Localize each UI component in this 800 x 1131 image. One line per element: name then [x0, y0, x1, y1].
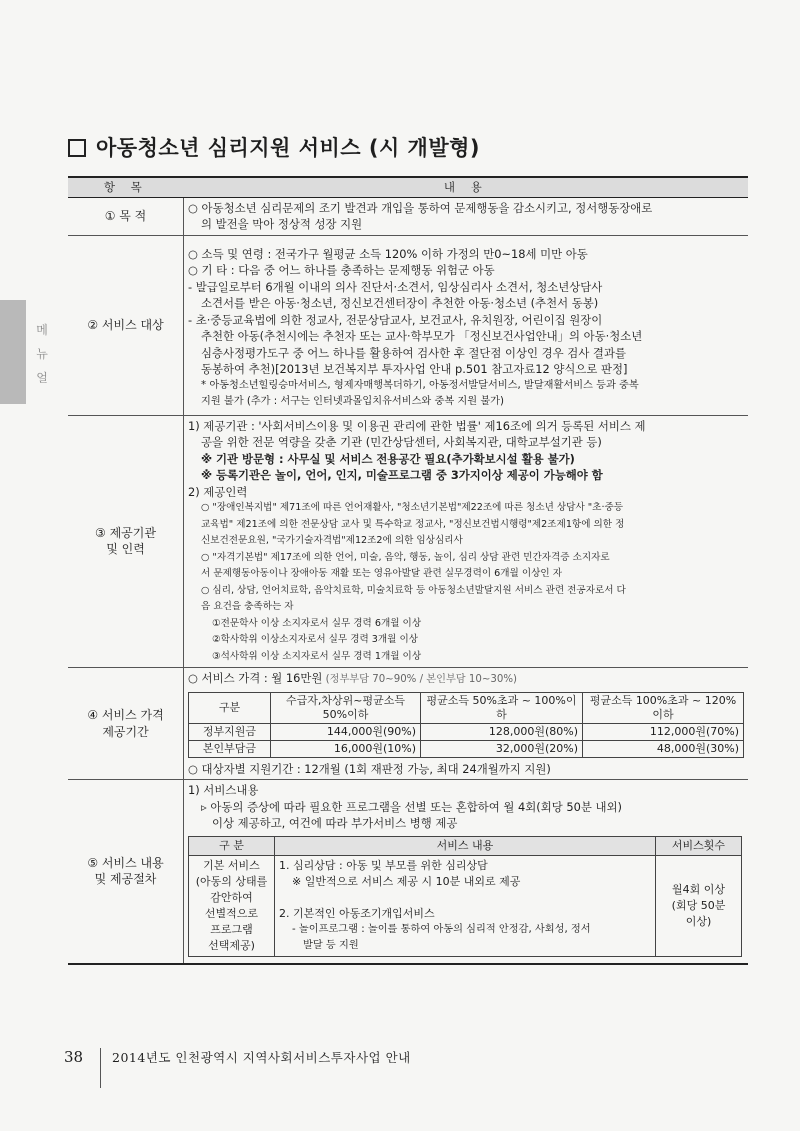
price-cell: 48,000원(30%) — [583, 740, 744, 757]
price-header-cell: 구분 — [189, 692, 271, 723]
checkbox-square-icon — [68, 139, 86, 157]
text-line: ①전문학사 이상 소지자로서 실무 경력 6개월 이상 — [212, 617, 422, 629]
text-line: 월4회 이상 — [672, 882, 725, 896]
price-cell: 16,000원(10%) — [271, 740, 421, 757]
text-line: ※ 기관 방문형 : 사무실 및 서비스 전용공간 필요(추가확보시설 활용 불가) — [201, 451, 575, 466]
table-row — [68, 668, 748, 780]
row-label-text: 제공기간 — [102, 724, 149, 739]
text-line: ○ 심리, 상담, 언어치료학, 음악치료학, 미술치료학 등 아동청소년발달지원 서비스 관련 전공자로서 다 — [201, 584, 626, 596]
service-table — [188, 836, 742, 957]
text-line: 동봉하여 추천)[2013년 보건복지부 투자사업 안내 p.501 참고자료12 양식으로 판정] — [201, 362, 628, 376]
row-label-text: ④ 서비스 가격 — [87, 708, 164, 722]
row-label-text: 및 인력 — [106, 542, 145, 557]
row-label-purpose — [68, 197, 184, 235]
price-header-cell: 평균소득 50%초과 ~ 100%이하 — [421, 692, 583, 723]
text-line: 소견서를 받은 아동·청소년, 정신보건센터장이 추천한 아동·청소년 (추천서 동봉) — [201, 296, 599, 310]
price-table-row — [189, 740, 744, 757]
header-content: 내 용 — [184, 177, 749, 197]
row-label-price — [68, 668, 184, 780]
text-line: 이상 제공하고, 여건에 따라 부가서비스 병행 제공 — [212, 816, 458, 830]
text-line: (아동의 상태를 — [195, 874, 268, 888]
service-table-row — [189, 855, 742, 956]
side-label — [32, 318, 52, 390]
service-table-header — [189, 836, 742, 855]
side-label-char: 얼 — [36, 371, 48, 385]
text-line: ○ 기 타 : 다음 중 어느 하나를 충족하는 문제행동 위험군 아동 — [188, 263, 495, 277]
row-content-purpose — [184, 197, 749, 235]
price-row-label: 본인부담금 — [189, 740, 271, 757]
service-info-table — [68, 176, 748, 965]
price-cell: 128,000원(80%) — [421, 723, 583, 740]
row-label-text: ③ 제공기관 — [95, 525, 156, 540]
text-line: 선별적으로 — [204, 906, 259, 920]
text-line: 지원 불가 (추가 : 서구는 인터넷과몰입치유서비스와 중복 지원 불가) — [201, 396, 504, 407]
price-note: (정부부담 70~90% / 본인부담 10~30%) — [322, 674, 517, 685]
text-line: ○ 아동청소년 심리문제의 조기 발견과 개입을 통하여 문제행동을 감소시키고, 정서행동장애로 — [188, 200, 653, 215]
text-line: ○ 소득 및 연령 : 전국가구 월평균 소득 120% 이하 가정의 만0~18세 미만 아동 — [188, 246, 588, 261]
footer-divider — [100, 1048, 101, 1088]
text-line: ▹ 아동의 증상에 따라 필요한 프로그램을 선별 또는 혼합하여 월 4회(회당 50분 내외) — [201, 799, 622, 814]
table-header-row — [68, 177, 748, 197]
text-line: 감안하여 — [210, 890, 253, 904]
row-content-service — [184, 780, 749, 964]
text-line: 음 요건을 충족하는 자 — [201, 601, 294, 612]
text-line: 발달 등 지원 — [303, 939, 359, 951]
text-line: 공을 위한 전문 역량을 갖춘 기관 (민간상담센터, 사회복지관, 대학교부설기관 등) — [201, 435, 602, 449]
text-line: 이상) — [685, 914, 712, 928]
text-line: (회당 50분 — [671, 898, 726, 912]
row-label-text: ⑤ 서비스 내용 — [87, 855, 164, 870]
row-label-text: ② 서비스 대상 — [87, 317, 164, 332]
table-row — [68, 235, 748, 415]
text-line: ○ "장애인복지법" 제71조에 따른 언어재활사, "청소년기본법"제22조에 따른 청소년 상담사 "초·중등 — [201, 502, 624, 513]
row-label-service — [68, 780, 184, 964]
text-line: ※ 등록기관은 놀이, 언어, 인지, 미술프로그램 중 3가지이상 제공이 가능해야 함 — [201, 468, 603, 482]
price-line — [188, 670, 744, 689]
price-header-cell: 수급자,차상위~평균소득 50%이하 — [271, 692, 421, 723]
page-title-text: 아동청소년 심리지원 서비스 (시 개발형) — [96, 136, 481, 160]
service-header-cell: 서비스횟수 — [656, 836, 742, 855]
table-row — [68, 780, 748, 964]
text-line: 신보건전문요원, "국가기술자격법"제12조2에 의한 임상심리사 — [201, 535, 463, 546]
row-content-price — [184, 668, 749, 780]
service-type-cell — [189, 855, 275, 956]
row-label-text: ① 목 적 — [104, 208, 147, 223]
text-line: ③석사학위 이상 소지자로서 실무 경력 1개월 이상 — [212, 650, 422, 662]
service-count-cell — [656, 855, 742, 956]
text-line: ※ 일반적으로 서비스 제공 시 10분 내외로 제공 — [292, 874, 521, 888]
text-line: 2. 기본적인 아동조기개입서비스 — [279, 906, 435, 920]
page-title — [68, 132, 480, 162]
text-line: * 아동청소년힐링승마서비스, 형제자매행복더하기, 아동정서발달서비스, 발달재활서비스 등과 중복 — [201, 379, 639, 391]
text-line: - 발급일로부터 6개월 이내의 의사 진단서·소견서, 임상심리사 소견서, 청소년상담사 — [188, 279, 603, 294]
row-label-text: 및 제공절차 — [94, 872, 157, 887]
price-cell: 112,000원(70%) — [583, 723, 744, 740]
text-line: - 초·중등교육법에 의한 정교사, 전문상담교사, 보건교사, 유치원장, 어린이집 원장이 — [188, 312, 603, 327]
service-header-cell: 구 분 — [189, 836, 275, 855]
page-number: 38 — [64, 1048, 84, 1066]
price-cell: 32,000원(20%) — [421, 740, 583, 757]
text-line: 1) 서비스내용 — [188, 783, 259, 797]
header-item: 항 목 — [68, 177, 184, 197]
price-row-label: 정부지원금 — [189, 723, 271, 740]
side-label-char: 메 — [36, 323, 48, 337]
price-cell: 144,000원(90%) — [271, 723, 421, 740]
text-line: 심층사정평가도구 중 어느 하나를 활용하여 검사한 후 절단점 이상인 경우 검사 결과를 — [201, 345, 626, 360]
row-label-provider — [68, 415, 184, 668]
text-line: 1. 심리상담 : 아동 및 부모를 위한 심리상담 — [279, 858, 488, 872]
price-main: ○ 서비스 가격 : 월 16만원 — [188, 671, 323, 685]
table-row — [68, 415, 748, 668]
text-line: 추천한 아동(추천시에는 추천자 또는 교사·학부모가 「정신보건사업안내」의 아동·청소년 — [201, 329, 643, 343]
price-table-row — [189, 723, 744, 740]
text-line: 의 발전을 막아 정상적 성장 지원 — [201, 217, 363, 231]
footer-text: 2014년도 인천광역시 지역사회서비스투자사업 안내 — [112, 1050, 411, 1065]
text-line: 2) 제공인력 — [188, 484, 248, 499]
row-content-target — [184, 235, 749, 415]
service-header-cell: 서비스 내용 — [275, 836, 656, 855]
service-content-cell — [275, 855, 656, 956]
text-line: 1) 제공기관 : '사회서비스이용 및 이용권 관리에 관한 법률' 제16조에 의거 등록된 서비스 제 — [188, 418, 646, 433]
text-line: 서 문제행동아동이나 장애아동 재활 또는 영유아발달 관련 실무경력이 6개월 이상인 자 — [201, 568, 562, 579]
text-line: 프로그램 — [210, 922, 253, 936]
text-line: ○ 대상자별 지원기간 : 12개월 (1회 재판정 가능, 최대 24개월까지 지원) — [188, 761, 551, 776]
side-label-char: 뉴 — [36, 347, 48, 361]
text-line: 기본 서비스 — [203, 858, 260, 872]
text-line — [279, 890, 651, 906]
text-line: - 놀이프로그램 : 놀이를 통하여 아동의 심리적 안정감, 사회성, 정서 — [292, 923, 591, 935]
price-header-cell: 평균소득 100%초과 ~ 120%이하 — [583, 692, 744, 723]
row-label-target — [68, 235, 184, 415]
text-line: ○ "자격기본법" 제17조에 의한 언어, 미술, 음악, 행동, 놀이, 심리 상담 관련 민간자격증 소지자로 — [201, 551, 610, 563]
text-line: 선택제공) — [208, 938, 255, 952]
text-line: 교육법" 제21조에 의한 전문상담 교사 및 특수학교 정교사, "정신보건법시행령"제2조제1항에 의한 정 — [201, 518, 625, 530]
price-table-header — [189, 692, 744, 723]
price-table — [188, 692, 744, 758]
row-content-provider — [184, 415, 749, 668]
side-tab-marker — [0, 300, 26, 404]
text-line: ②학사학위 이상소지자로서 실무 경력 3개월 이상 — [212, 634, 419, 645]
table-row — [68, 197, 748, 235]
